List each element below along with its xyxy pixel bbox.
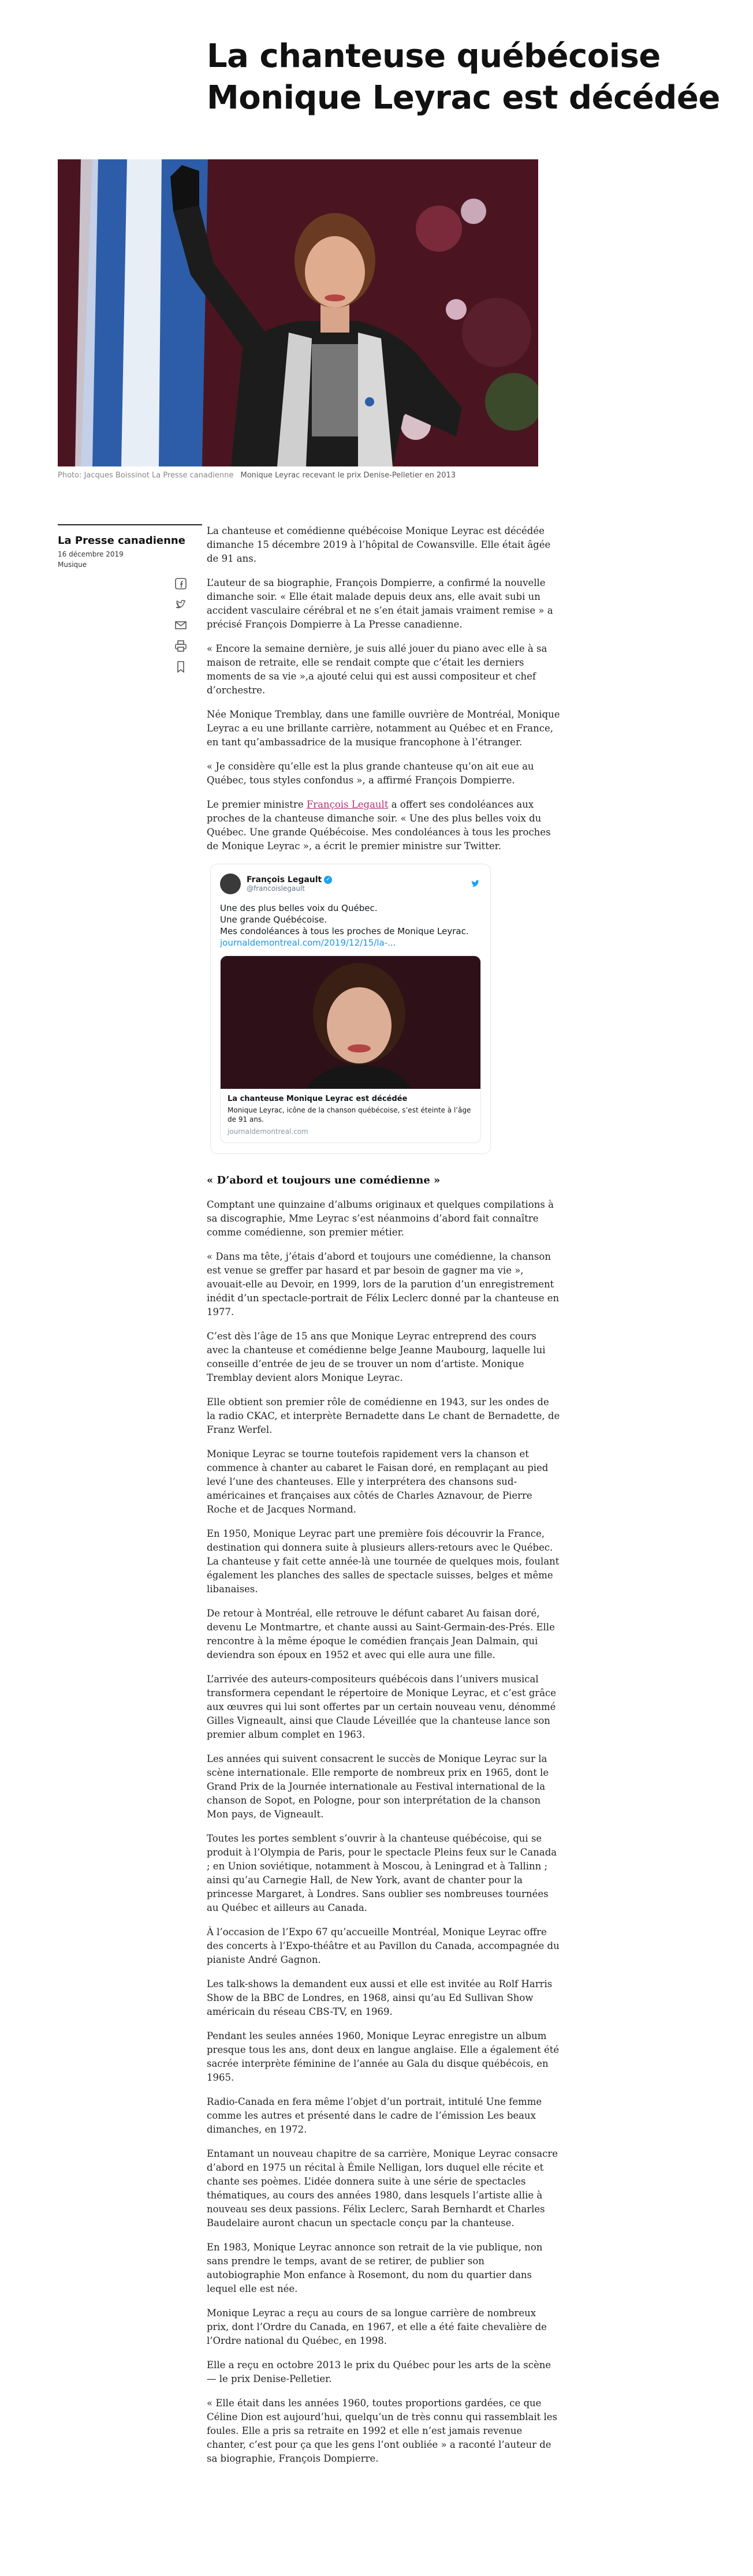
legault-text-after: a offert ses condoléances aux proches de la chanteuse dimanche soir. « Une des plus belles voix du Québec. Une grande Québécoise. Mes condoléances à tous les proches de Monique Leyrac », a écrit le premier ministre sur Twitter. xyxy=(207,799,551,852)
article-headline: La chanteuse québécoise Monique Leyrac est décédée xyxy=(207,38,720,117)
publish-date: 16 décembre 2019 xyxy=(58,550,124,558)
article-paragraph: Radio-Canada en fera même l’objet d’un portrait, intitulé Une femme comme les autres et présenté dans le cadre de l’émission Les beaux dimanches, en 1972. xyxy=(207,2096,542,2135)
photo-caption xyxy=(58,471,538,480)
category-label[interactable]: Musique xyxy=(58,561,87,569)
article-paragraph: Elle a reçu en octobre 2013 le prix du Québec pour les arts de la scène — le prix Denise-Pelletier. xyxy=(207,2360,551,2384)
article-paragraph: Monique Leyrac a reçu au cours de sa longue carrière de nombreux prix, dont l’Ordre du Canada, en 1967, et elle a été faite chevalière de l’Ordre national du Québec, en 1998. xyxy=(207,2308,547,2346)
tweet-card-image xyxy=(221,956,480,1089)
tweet-author-name[interactable]: François Legault xyxy=(247,875,322,884)
article-body xyxy=(207,524,560,2476)
facebook-icon[interactable] xyxy=(174,577,187,590)
article-paragraph: « Je considère qu’elle est la plus grande chanteuse qu’on ait eue au Québec, tous styles confondus », a affirmé François Dompierre. xyxy=(207,761,534,786)
article-paragraph: Entamant un nouveau chapitre de sa carrière, Monique Leyrac consacre d’abord en 1975 un récital à Émile Nelligan, lors duquel elle récite et chante ses poèmes. L’idée donnera suite à une série de spectacles thématiques, au cours des années 1980, dans lesquels l’artiste allie à nouveau ses deux passions. Félix Leclerc, Sarah Bernhardt et Charles Baudelaire auront chacun un spectacle conçu par la chanteuse. xyxy=(207,2148,558,2228)
tweet-text xyxy=(220,902,481,949)
section-heading: « D’abord et toujours une comédienne » xyxy=(207,1174,441,1186)
verified-icon: ✓ xyxy=(324,876,332,884)
article-paragraph: « Elle était dans les années 1960, toutes proportions gardées, ce que Céline Dion est aujourd’hui, quelqu’un de très connu qui rassemblait les foules. Elle a pris sa retraite en 1992 et elle n’est jamais revenue chanter, c’est pour ça que les gens l’ont oubliée » a raconté l’auteur de sa biographie, François Dompierre. xyxy=(207,2398,558,2464)
article-paragraph: À l’occasion de l’Expo 67 qu’accueille Montréal, Monique Leyrac offre des concerts à l’Expo-théâtre et au Pavillon du Canada, accompagnée du pianiste André Gagnon. xyxy=(207,1927,560,1965)
twitter-icon[interactable] xyxy=(174,598,187,611)
author-agency[interactable]: La Presse canadienne xyxy=(58,535,185,547)
article-paragraph: Monique Leyrac se tourne toutefois rapidement vers la chanson et commence à chanter au cabaret le Faisan doré, en remplaçant au pied levé l’une des chanteuses. Elle y interprétera des chansons sud-américaines et françaises aux côtés de Charles Aznavour, de Pierre Roche et de Jacques Normand. xyxy=(207,1448,549,1515)
share-toolbar xyxy=(174,577,191,681)
email-icon[interactable] xyxy=(174,619,187,632)
tweet-handle[interactable]: @francoislegault xyxy=(247,884,305,893)
article-paragraph: C’est dès l’âge de 15 ans que Monique Leyrac entreprend des cours avec la chanteuse et comédienne belge Jeanne Maubourg, laquelle lui conseille d’entrée de jeu de se trouver un nom d’artiste. Monique Tremblay devient alors Monique Leyrac. xyxy=(207,1331,546,1383)
article-paragraph: En 1983, Monique Leyrac annonce son retrait de la vie publique, non sans prendre le temps, avant de se retirer, de publier son autobiographie Mon enfance à Rosemont, du nom du quartier dans lequel elle est née. xyxy=(207,2242,543,2294)
article-paragraph: Pendant les seules années 1960, Monique Leyrac enregistre un album presque tous les ans, dont deux en langue anglaise. Elle a également été sacrée interprète féminine de l’année au Gala du disque québécois, en 1965. xyxy=(207,2030,560,2083)
tweet-card-description: Monique Leyrac, icône de la chanson québécoise, s’est éteinte à l’âge de 91 ans. xyxy=(228,1106,471,1123)
legault-text-before: Le premier ministre xyxy=(207,799,307,810)
article-paragraph-legault xyxy=(207,798,560,853)
article-photo xyxy=(58,159,538,466)
meta-divider xyxy=(58,524,202,525)
article-paragraph: Comptant une quinzaine d’albums originaux et quelques compilations à sa discographie, Mme Leyrac s’est néanmoins d’abord fait connaître comme comédienne, son premier métier. xyxy=(207,1199,554,1238)
article-paragraph: L’arrivée des auteurs-compositeurs québécois dans l’univers musical transformera cependant le répertoire de Monique Leyrac, et c’est grâce aux œuvres qui lui sont offertes par un certain nouveau venu, dénommé Gilles Vigneault, ainsi que Claude Léveillée que la chanteuse lance son premier album complet en 1963. xyxy=(207,1674,557,1740)
tweet-link[interactable]: journaldemontreal.com/2019/12/15/la-... xyxy=(220,938,396,948)
tweet-line: Une des plus belles voix du Québec. xyxy=(220,903,378,913)
tweet-link-card[interactable] xyxy=(220,955,481,1143)
article-paragraph: Les années qui suivent consacrent le succès de Monique Leyrac sur la scène internationale. Elle remporte de nombreux prix en 1965, dont le Grand Prix de la Journée internationale au Festival international de la chanson de Sopot, en Pologne, pour son interprétation de la chanson Mon pays, de Vigneault. xyxy=(207,1753,549,1820)
article-paragraph: De retour à Montréal, elle retrouve le défunt cabaret Au faisan doré, devenu Le Montmartre, et chante aussi au Saint-Germain-des-Prés. Elle rencontre à la même époque le comédien français Jean Dalmain, qui deviendra son époux en 1952 et avec qui elle aura une fille. xyxy=(207,1608,555,1660)
photo-credit: Photo: Jacques Boissinot La Presse canadienne xyxy=(58,471,234,480)
article-paragraph: Toutes les portes semblent s’ouvrir à la chanteuse québécoise, qui se produit à l’Olympia de Paris, pour le spectacle Pleins feux sur le Canada ; en Union soviétique, notamment à Moscou, à Leningrad et à Tallinn ; ainsi qu’au Carnegie Hall, de New York, avant de chanter pour la princesse Margaret, à Londres. Sans oublier ses nombreuses tournées au Québec et ailleurs au Canada. xyxy=(207,1833,557,1913)
tweet-card-title: La chanteuse Monique Leyrac est décédée xyxy=(228,1095,408,1103)
article-paragraph: En 1950, Monique Leyrac part une première fois découvrir la France, destination qui donnera suite à plusieurs allers-retours avec le Québec. La chanteuse y fait cette année-là une tournée de quelques mois, foulant également les planches des salles de spectacle suisses, belges et même libanaises. xyxy=(207,1528,560,1595)
article-paragraph: « Dans ma tête, j’étais d’abord et toujours une comédienne, la chanson est venue se greffer par hasard et par besoin de gagner ma vie », avouait-elle au Devoir, en 1999, lors de la parution d’un enregistrement inédit d’un spectacle-portrait de Félix Leclerc donné par la chanteuse en 1977. xyxy=(207,1251,560,1317)
bookmark-icon[interactable] xyxy=(174,660,187,673)
twitter-bird-icon[interactable] xyxy=(469,878,481,890)
tweet-line: Une grande Québécoise. xyxy=(220,914,327,925)
photo-illustration xyxy=(58,159,538,466)
print-icon[interactable] xyxy=(174,640,187,652)
legault-link[interactable]: François Legault xyxy=(306,799,389,810)
tweet-header xyxy=(220,873,481,894)
embedded-tweet[interactable] xyxy=(210,864,491,1154)
article-paragraph: « Encore la semaine dernière, je suis allé jouer du piano avec elle à sa maison de retraite, elle se rendait compte que c’était les derniers moments de sa vie »,a ajouté celui qui est aussi compositeur et chef d’orchestre. xyxy=(207,643,547,696)
article-paragraph: Elle obtient son premier rôle de comédienne en 1943, sur les ondes de la radio CKAC, et interprète Bernadette dans Le chant de Bernadette, de Franz Werfel. xyxy=(207,1397,560,1435)
tweet-line: Mes condoléances à tous les proches de Monique Leyrac. xyxy=(220,926,469,936)
tweet-card-domain: journaldemontreal.com xyxy=(228,1128,308,1136)
article-paragraph: Née Monique Tremblay, dans une famille ouvrière de Montréal, Monique Leyrac a eu une brillante carrière, notamment au Québec et en France, en tant qu’ambassadrice de la musique francophone à l’étranger. xyxy=(207,709,560,748)
article-meta xyxy=(58,535,202,569)
photo-caption-text: Monique Leyrac recevant le prix Denise-Pelletier en 2013 xyxy=(240,471,456,480)
article-paragraph: L’auteur de sa biographie, François Dompierre, a confirmé la nouvelle dimanche soir. « Elle était malade depuis deux ans, elle avait subi un accident vasculaire cérébral et ne s’en était jamais vraiment remise » a précisé François Dompierre à La Presse canadienne. xyxy=(207,577,553,630)
tweet-card-illustration xyxy=(221,956,481,1089)
article-paragraph: Les talk-shows la demandent eux aussi et elle est invitée au Rolf Harris Show de la BBC de Londres, en 1968, ainsi qu’au Ed Sullivan Show américain du réseau CBS-TV, en 1969. xyxy=(207,1978,553,2017)
article-paragraph: La chanteuse et comédienne québécoise Monique Leyrac est décédée dimanche 15 décembre 2019 à l’hôpital de Cowansville. Elle était âgée de 91 ans. xyxy=(207,525,551,564)
avatar[interactable] xyxy=(220,873,241,894)
